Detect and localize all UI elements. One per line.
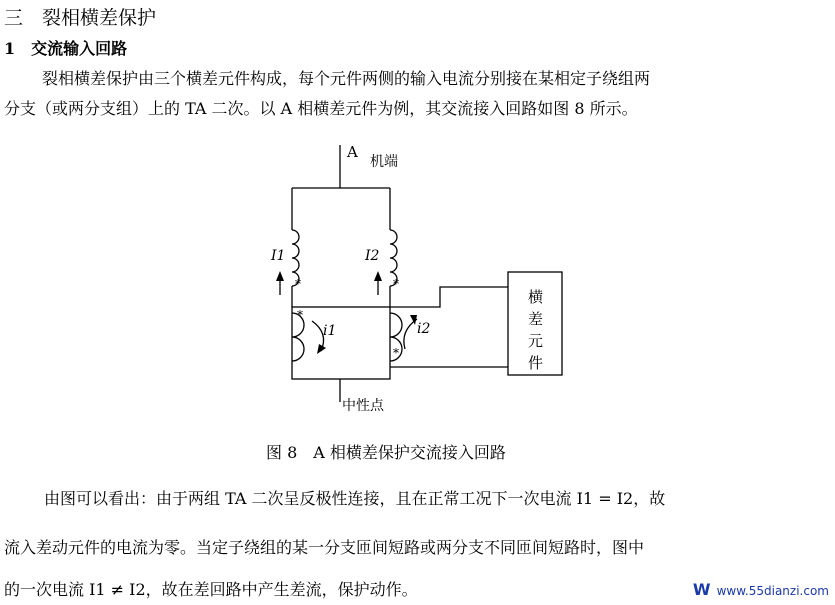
i1-label: i1 — [323, 323, 337, 339]
svg-text:*: * — [295, 277, 301, 291]
intro-line-2: 分支（或两分支组）上的 TA 二次。以 A 相横差元件为例，其交流接入回路如图 8 所示。 — [4, 99, 638, 118]
subsection-title: 1 交流输入回路 — [4, 39, 128, 58]
ct2-current-label: I2 — [365, 248, 380, 264]
para2-line-2: 流入差动元件的电流为零。当定子绕组的某一分支匝间短路或两分支不同匝间短路时，图中 — [4, 538, 645, 557]
figure-caption: 图 8 A 相横差保护交流接入回路 — [266, 443, 506, 462]
element-box-char: 差 — [528, 310, 544, 328]
circuit-diagram — [255, 135, 575, 415]
bottom-label: 中性点 — [342, 398, 384, 414]
watermark-site: www.55dianzi.com — [716, 584, 829, 598]
element-box-char: 横 — [528, 288, 544, 306]
svg-text:*: * — [297, 308, 303, 322]
svg-text:*: * — [393, 277, 399, 291]
i2-label: i2 — [417, 321, 431, 337]
element-box-label — [528, 288, 543, 372]
element-box-char: 元 — [528, 332, 544, 350]
top-label: 机端 — [370, 154, 398, 170]
svg-text:*: * — [393, 346, 399, 360]
para2-line-1: 由图可以看出：由于两组 TA 二次呈反极性连接，且在正常工况下一次电流 I1 = I2，故 — [44, 489, 666, 508]
para2-line-3: 的一次电流 I1 ≠ I2，故在差回路中产生差流，保护动作。 — [4, 580, 418, 599]
ct1-current-label: I1 — [271, 248, 286, 264]
phase-label: A — [347, 143, 358, 161]
element-box-char: 件 — [528, 354, 544, 372]
watermark-letter: W — [692, 580, 711, 599]
section-title: 三 裂相横差保护 — [4, 7, 157, 29]
intro-line-1: 裂相横差保护由三个横差元件构成，每个元件两侧的输入电流分别接在某相定子绕组两 — [42, 69, 651, 88]
watermark — [693, 580, 829, 599]
